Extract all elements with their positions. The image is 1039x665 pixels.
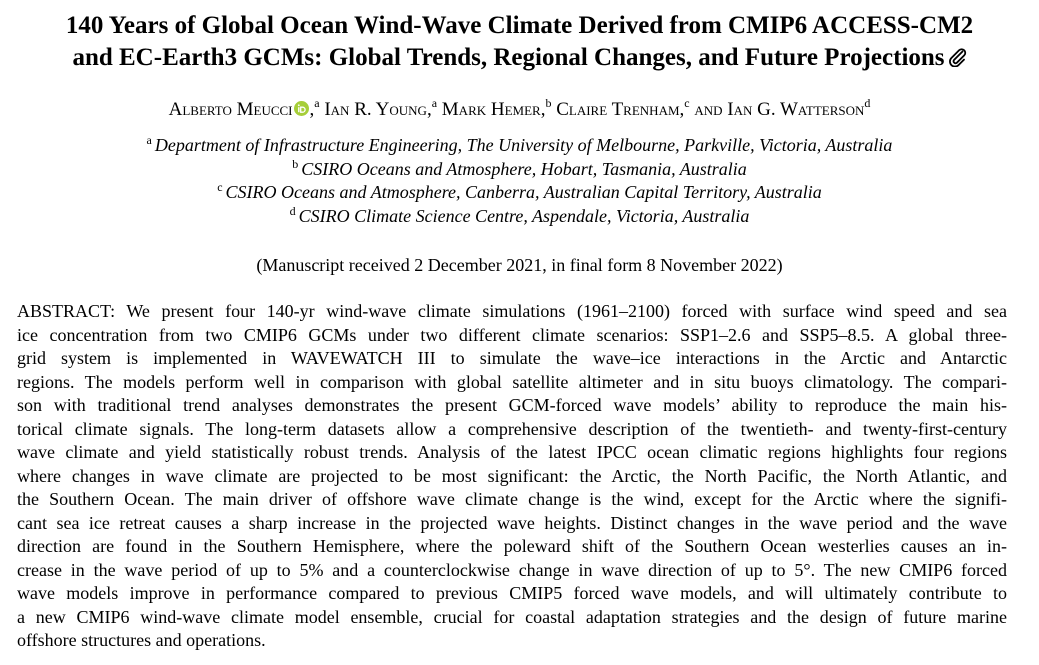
abstract-line: regions. The models perform well in comparison with global satellite altimeter and in situ buoys climatology. The compari- (17, 371, 1007, 392)
affiliation-a (0, 134, 1039, 158)
abstract-line: wave models improve in performance compared to previous CMIP5 forced wave models, and will ultimately contribute to (17, 583, 1007, 603)
abstract-line: direction are found in the Southern Hemisphere, where the poleward shift of the Southern Ocean westerlies causes an in- (17, 536, 1007, 556)
affiliation-d (0, 205, 1039, 229)
author-separator-comma: , (426, 99, 432, 120)
abstract-line: torical climate signals. The long-term datasets allow a comprehensive description of the twentieth- and twenty-first-century (17, 418, 1007, 439)
abstract-line: son with traditional trend analyses demonstrates the present GCM-forced wave models’ ability to reproduce the main his- (17, 395, 1007, 415)
author-name[interactable]: Alberto Meucci (168, 99, 293, 120)
abstract-line: wave climate and yield statistically robust trends. Analysis of the latest IPCC ocean climatic regions highlights four regions (17, 442, 1007, 462)
author-separator: , (309, 99, 315, 120)
affiliation-mark: d (289, 203, 296, 218)
paperclip-icon[interactable] (947, 44, 967, 76)
author-name[interactable]: Mark Hemer (441, 99, 541, 120)
affiliations (0, 134, 1039, 228)
affiliation-text: CSIRO Oceans and Atmosphere, Hobart, Tasmania, Australia (301, 158, 747, 179)
title-line-2 (10, 42, 1029, 76)
affiliation-text: CSIRO Climate Science Centre, Aspendale, Victoria, Australia (298, 205, 750, 226)
title-line-1: 140 Years of Global Ocean Wind-Wave Climate Derived from CMIP6 ACCESS-CM2 (65, 12, 974, 39)
author-name[interactable]: Ian G. Watterson (727, 99, 865, 120)
abstract-line: the Southern Ocean. The main driver of offshore wave climate change is the wind, except for the Arctic where the signifi- (17, 489, 1007, 509)
affiliation-c (0, 181, 1039, 205)
abstract-line: cant sea ice retreat causes a sharp increase in the projected wave heights. Distinct changes in the wave period and the wave (17, 512, 1007, 533)
abstract-line: ice concentration from two CMIP6 GCMs under two different climate scenarios: SSP1–2.6 and SSP5–8.5. A global three- (17, 324, 1007, 345)
affiliation-mark: c (217, 180, 223, 194)
author-affiliation-mark: d (864, 96, 871, 110)
author-affiliation-mark: b (545, 96, 552, 110)
orcid-icon[interactable] (294, 99, 309, 114)
title-line-2-text: and EC-Earth3 GCMs: Global Trends, Regional Changes, and Future Projections (72, 44, 945, 71)
affiliation-mark: b (292, 156, 299, 171)
abstract (17, 300, 1007, 653)
author-conjunction: and (694, 99, 723, 120)
author-name[interactable]: Ian R. Young (324, 99, 427, 120)
abstract-line: where changes in wave climate are projected to be most significant: the Arctic, the North Pacific, the North Atlantic, and (17, 465, 1007, 486)
author-name[interactable]: Claire Trenham (556, 99, 680, 120)
manuscript-dates: (Manuscript received 2 December 2021, in final form 8 November 2022) (256, 255, 783, 275)
affiliation-b (0, 158, 1039, 182)
affiliation-text: Department of Infrastructure Engineering, The University of Melbourne, Parkville, Victoria, Australia (154, 135, 893, 155)
affiliation-mark: a (146, 133, 152, 147)
paper-title (10, 10, 1029, 76)
author-separator-comma: , (540, 99, 546, 120)
abstract-line: ABSTRACT: We present four 140-yr wind-wave climate simulations (1961–2100) forced with surface wind speed and sea (17, 301, 1007, 321)
author-affiliation-mark: a (314, 96, 320, 110)
author-separator-comma: , (679, 99, 685, 120)
abstract-line: offshore structures and operations. (17, 630, 266, 650)
author-affiliation-mark: c (684, 96, 690, 110)
affiliation-text: CSIRO Oceans and Atmosphere, Canberra, Australian Capital Territory, Australia (225, 182, 822, 202)
author-list (0, 98, 1039, 122)
abstract-line: grid system is implemented in WAVEWATCH III to simulate the wave–ice interactions in the Arctic and Antarctic (17, 348, 1007, 368)
abstract-line: crease in the wave period of up to 5% and a counterclockwise change in wave direction of up to 5°. The new CMIP6 forced (17, 559, 1007, 580)
abstract-line: a new CMIP6 wind-wave climate model ensemble, crucial for coastal adaptation strategies and the design of future marine (17, 606, 1007, 627)
author-affiliation-mark: a (431, 96, 438, 110)
